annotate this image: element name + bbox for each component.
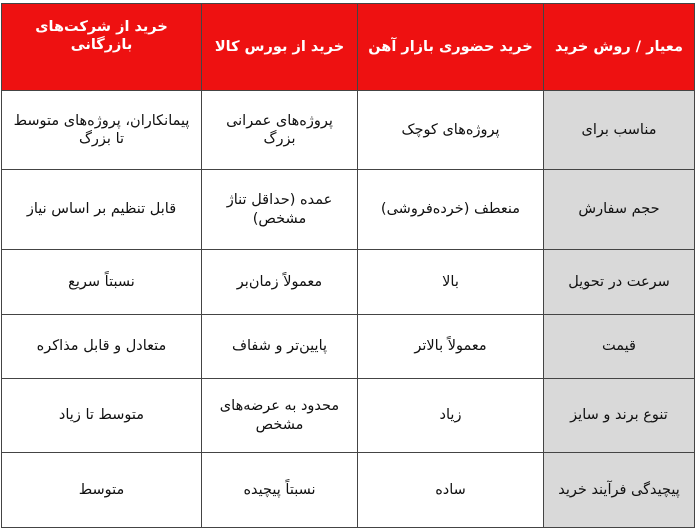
table-cell: متعادل و قابل مذاکره [2, 315, 202, 379]
table-row [2, 315, 695, 379]
comparison-table [1, 3, 695, 528]
table-cell: زیاد [358, 379, 544, 453]
criterion-cell: سرعت در تحویل [544, 250, 695, 315]
table-cell: عمده (حداقل تناژ مشخص) [202, 170, 358, 250]
criterion-cell: حجم سفارش [544, 170, 695, 250]
table-cell: نسبتاً پیچیده [202, 453, 358, 528]
table-row [2, 91, 695, 170]
table-row [2, 170, 695, 250]
table-cell: متوسط [2, 453, 202, 528]
criterion-cell: قیمت [544, 315, 695, 379]
table-cell: ساده [358, 453, 544, 528]
table-row [2, 379, 695, 453]
table-cell: پایین‌تر و شفاف [202, 315, 358, 379]
table-cell: نسبتاً سریع [2, 250, 202, 315]
criterion-cell: تنوع برند و سایز [544, 379, 695, 453]
table-cell: منعطف (خرده‌فروشی) [358, 170, 544, 250]
table-cell: قابل تنظیم بر اساس نیاز [2, 170, 202, 250]
table-cell: پروژه‌های عمرانی بزرگ [202, 91, 358, 170]
table-cell: معمولاً بالاتر [358, 315, 544, 379]
table-cell: متوسط تا زیاد [2, 379, 202, 453]
table-cell: بالا [358, 250, 544, 315]
header-trading-companies: خرید از شرکت‌های بازرگانی [2, 4, 202, 91]
criterion-cell: مناسب برای [544, 91, 695, 170]
table-row [2, 453, 695, 528]
table-row [2, 250, 695, 315]
table-cell: پیمانکاران، پروژه‌های متوسط تا بزرگ [2, 91, 202, 170]
table-cell: معمولاً زمان‌بر [202, 250, 358, 315]
criterion-cell: پیچیدگی فرآیند خرید [544, 453, 695, 528]
header-row [2, 4, 695, 91]
table-cell: محدود به عرضه‌های مشخص [202, 379, 358, 453]
table-cell: پروژه‌های کوچک [358, 91, 544, 170]
header-in-person-market: خرید حضوری بازار آهن [358, 4, 544, 91]
header-criterion: معیار / روش خرید [544, 4, 695, 91]
header-commodity-exchange: خرید از بورس کالا [202, 4, 358, 91]
